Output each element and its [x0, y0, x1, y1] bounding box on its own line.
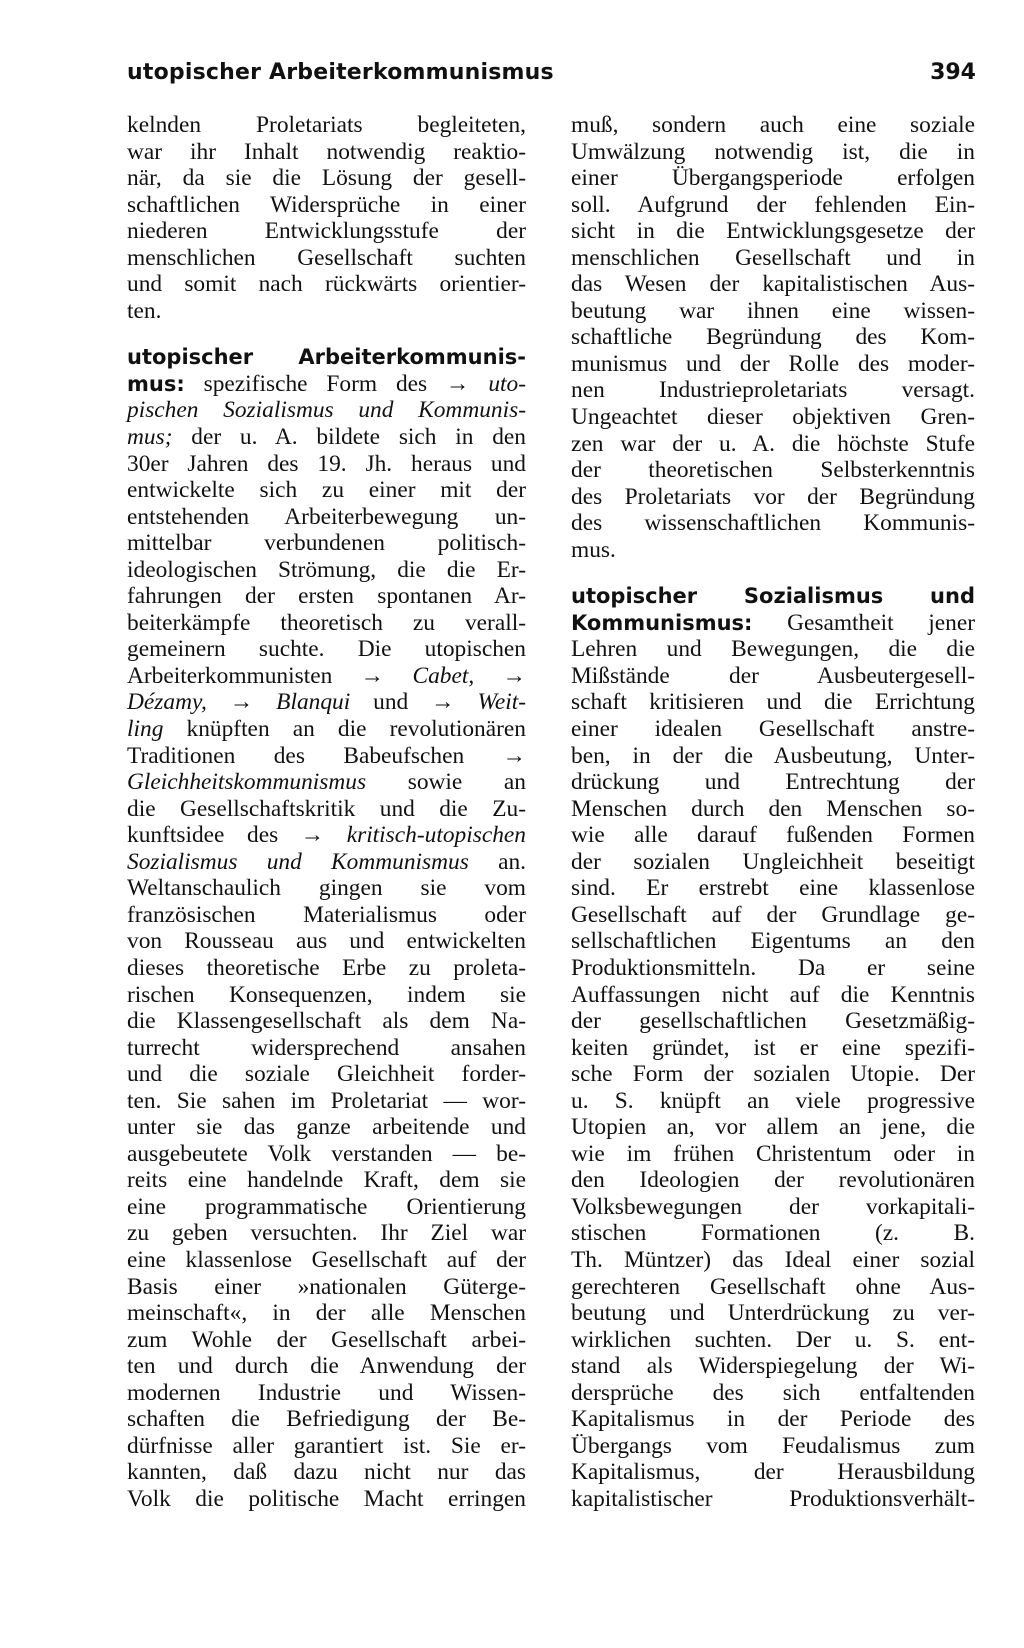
text-line: der sozialen Ungleichheit beseitigt: [571, 848, 975, 875]
text-line: Volksbewegungen der vorkapitali-: [571, 1193, 975, 1220]
text-line: Lehren und Bewegungen, die die: [571, 636, 975, 663]
text-line: sche Form der sozialen Utopie. Der: [571, 1061, 975, 1088]
text-line: und die soziale Gleichheit forder-: [127, 1061, 526, 1088]
text-line: wie im frühen Christentum oder in: [571, 1140, 975, 1167]
text-line: meinschaft«, in der alle Menschen: [127, 1300, 526, 1327]
text-line: ausgebeutete Volk verstanden — be-: [127, 1140, 526, 1167]
text-line: des wissenschaftlichen Kommunis-: [571, 510, 975, 537]
text-line: keiten gründet, ist er eine spezifi-: [571, 1034, 975, 1061]
text-run: knüpften an die revolutionären: [163, 716, 526, 743]
entry-headword: utopischer Arbeiterkommunis-: [127, 345, 526, 370]
text-line: beutung und Unterdrückung zu ver-: [571, 1300, 975, 1327]
text-line: mus.: [571, 536, 616, 563]
text-run: →: [206, 689, 277, 716]
text-line: menschlichen Gesellschaft und in: [571, 244, 975, 271]
text-line: entstehenden Arbeiterbewegung un-: [127, 503, 526, 530]
text-line: Übergangs vom Feudalismus zum: [571, 1432, 975, 1459]
text-line: Produktionsmitteln. Da er seine: [571, 954, 975, 981]
text-line: soll. Aufgrund der fehlenden Ein-: [571, 191, 975, 218]
text-line: Ungeachtet dieser objektiven Gren-: [571, 404, 975, 431]
left-column: [127, 112, 526, 1512]
entry-utopischer-arbeiterkommunismus: [127, 344, 526, 1512]
text-line: ten. Sie sahen im Proletariat — wor-: [127, 1087, 526, 1114]
text-line: Kapitalismus in der Periode des: [571, 1406, 975, 1433]
text-line: schaft kritisieren und die Errichtung: [571, 689, 975, 716]
text-line: u. S. knüpft an viele progressive: [571, 1087, 975, 1114]
text-run: kunftsidee des →: [127, 822, 347, 849]
cross-reference-kritisch-utopisch[interactable]: kritisch-utopischen: [346, 822, 526, 849]
text-line: zum Wohle der Gesellschaft arbei-: [127, 1326, 526, 1353]
cross-reference-dezamy[interactable]: Dézamy,: [127, 689, 207, 716]
text-line: kapitalistischer Produktionsverhält-: [571, 1485, 975, 1512]
text-line: wirklichen suchten. Der u. S. ent-: [571, 1326, 975, 1353]
text-line: muß, sondern auch eine soziale: [571, 112, 975, 138]
text-line: fahrungen der ersten spontanen Ar-: [127, 583, 526, 610]
text-line: Weltanschaulich gingen sie vom: [127, 875, 526, 902]
text-line: beutung war ihnen eine wissen-: [571, 297, 975, 324]
text-line: sellschaftlichen Eigentums an den: [571, 928, 975, 955]
text-line: ideologischen Strömung, die die Er-: [127, 556, 526, 583]
text-line: reits eine handelnde Kraft, dem sie: [127, 1167, 526, 1194]
text-line: när, da sie die Lösung der gesell-: [127, 165, 526, 192]
text-run: an.: [468, 848, 526, 875]
text-line: gerechteren Gesellschaft ohne Aus-: [571, 1273, 975, 1300]
text-line: rischen Konsequenzen, indem sie: [127, 981, 526, 1008]
text-line: den Ideologien der revolutionären: [571, 1167, 975, 1194]
text-line: menschlichen Gesellschaft suchten: [127, 244, 526, 271]
text-line: von Rousseau aus und entwickelten: [127, 928, 526, 955]
cross-reference-gleichheitskommunismus[interactable]: Gleichheitskommunismus: [127, 769, 367, 796]
text-line: Menschen durch den Menschen so-: [571, 795, 975, 822]
text-line: Utopien an, vor allem an jene, die: [571, 1114, 975, 1141]
cross-reference[interactable]: uto-: [488, 370, 526, 397]
text-line: der gesellschaftlichen Gesetzmäßig-: [571, 1008, 975, 1035]
text-line: die Gesellschaftskritik und die Zu-: [127, 795, 526, 822]
text-line: einer Übergangsperiode erfolgen: [571, 165, 975, 192]
entry-headword: Kommunismus:: [571, 610, 753, 635]
text-line: der theoretischen Selbsterkenntnis: [571, 457, 975, 484]
text-line: französischen Materialismus oder: [127, 901, 526, 928]
text-line: das Wesen der kapitalistischen Aus-: [571, 271, 975, 298]
text-line: schaftlichen Widersprüche in einer: [127, 191, 526, 218]
text-run: sowie an: [366, 769, 526, 796]
right-column: [571, 112, 975, 1512]
text-run: Arbeiterkommunisten →: [127, 662, 413, 689]
text-line: eine programmatische Orientierung: [127, 1193, 526, 1220]
text-line: mittelbar verbundenen politisch-: [127, 530, 526, 557]
text-line: beiterkämpfe theoretisch zu verall-: [127, 609, 526, 636]
text-line: Auffassungen nicht auf die Kenntnis: [571, 981, 975, 1008]
text-line: ben, in der die Ausbeutung, Unter-: [571, 742, 975, 769]
text-line: Traditionen des Babeufschen →: [127, 742, 526, 769]
text-line: unter sie das ganze arbeitende und: [127, 1114, 526, 1141]
cross-reference-cabet[interactable]: Cabet,: [412, 662, 475, 689]
text-line: Kapitalismus, der Herausbildung: [571, 1459, 975, 1486]
cross-reference-kritisch-utopisch[interactable]: Sozialismus und Kommunismus: [127, 848, 469, 875]
running-head: utopischer Arbeiterkommunismus: [127, 60, 554, 85]
text-line: 30er Jahren des 19. Jh. heraus und: [127, 450, 526, 477]
text-line: Umwälzung notwendig ist, die in: [571, 138, 975, 165]
text-line: die Klassengesellschaft als dem Na-: [127, 1008, 526, 1035]
text-line: entwickelte sich zu einer mit der: [127, 477, 526, 504]
text-line: Th. Müntzer) das Ideal einer sozial: [571, 1246, 975, 1273]
text-run: der u. A. bildete sich in den: [172, 424, 526, 451]
text-line: kelnden Proletariats begleiteten,: [127, 112, 526, 138]
entry-utopischer-sozialismus-und-kommunismus: [571, 583, 975, 1512]
text-line: Gesellschaft auf der Grundlage ge-: [571, 901, 975, 928]
text-line: drückung und Entrechtung der: [571, 769, 975, 796]
text-line: sind. Er erstrebt eine klassenlose: [571, 875, 975, 902]
text-line: zu geben versuchten. Ihr Ziel war: [127, 1220, 526, 1247]
cross-reference[interactable]: mus;: [127, 424, 173, 451]
text-run: Gesamtheit jener: [752, 609, 975, 636]
text-line: eine klassenlose Gesellschaft auf der: [127, 1246, 526, 1273]
text-line: modernen Industrie und Wissen-: [127, 1379, 526, 1406]
text-line: Basis einer »nationalen Güterge-: [127, 1273, 526, 1300]
text-line: einer idealen Gesellschaft anstre-: [571, 716, 975, 743]
text-run: →: [474, 662, 526, 689]
text-line: niederen Entwicklungsstufe der: [127, 218, 526, 245]
text-line: dersprüche des sich entfaltenden: [571, 1379, 975, 1406]
text-line: kannten, daß dazu nicht nur das: [127, 1459, 526, 1486]
cross-reference-blanqui[interactable]: Blanqui: [276, 689, 351, 716]
text-line: schaftliche Begründung des Kom-: [571, 324, 975, 351]
page-number: 394: [930, 60, 976, 85]
continued-paragraph-right: [571, 112, 975, 563]
text-line: nen Industrieproletariats versagt.: [571, 377, 975, 404]
cross-reference[interactable]: pischen Sozialismus und Kommunis-: [127, 397, 526, 424]
entry-headword: mus:: [127, 371, 185, 396]
text-line: des Proletariats vor der Begründung: [571, 483, 975, 510]
text-run: spezifische Form des →: [184, 370, 489, 397]
text-line: Mißstände der Ausbeutergesell-: [571, 662, 975, 689]
cross-reference-weitling[interactable]: Weit-: [477, 689, 526, 716]
text-line: turrecht widersprechend ansahen: [127, 1034, 526, 1061]
text-line: schaften die Befriedigung der Be-: [127, 1406, 526, 1433]
entry-headword: utopischer Sozialismus und: [571, 584, 975, 609]
continued-paragraph-left: [127, 112, 526, 324]
text-line: stischen Formationen (z. B.: [571, 1220, 975, 1247]
cross-reference-weitling[interactable]: ling: [127, 716, 164, 743]
text-run: und →: [350, 689, 478, 716]
text-line: munismus und der Rolle des moder-: [571, 350, 975, 377]
text-line: und somit nach rückwärts orientier-: [127, 271, 526, 298]
text-line: Volk die politische Macht erringen: [127, 1485, 526, 1512]
text-line: dürfnisse aller garantiert ist. Sie er-: [127, 1432, 526, 1459]
text-line: zen war der u. A. die höchste Stufe: [571, 430, 975, 457]
text-line: wie alle darauf fußenden Formen: [571, 822, 975, 849]
text-line: stand als Widerspiegelung der Wi-: [571, 1353, 975, 1380]
text-line: war ihr Inhalt notwendig reaktio-: [127, 138, 526, 165]
text-line: gemeinern suchte. Die utopischen: [127, 636, 526, 663]
text-line: ten.: [127, 297, 162, 324]
text-line: sicht in die Entwicklungsgesetze der: [571, 218, 975, 245]
text-line: ten und durch die Anwendung der: [127, 1353, 526, 1380]
text-line: dieses theoretische Erbe zu proleta-: [127, 954, 526, 981]
